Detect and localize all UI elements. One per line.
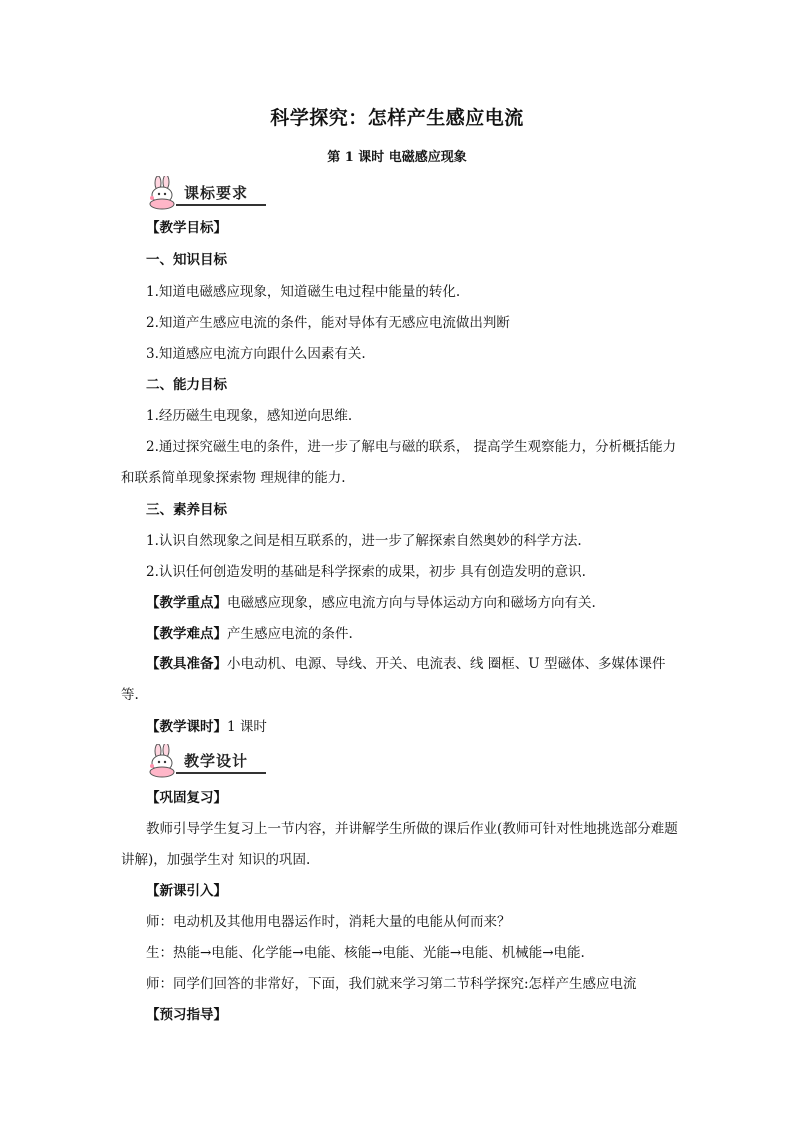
section-banner-label: 教学设计 [184, 752, 249, 770]
hours-text: 1 课时 [227, 719, 267, 735]
section-banner-design [146, 744, 268, 778]
intro-heading: 【新课引入】 [146, 883, 227, 899]
dialogue-line: 生：热能→电能、化学能→电能、核能→电能、光能→电能、机械能→电能. [146, 945, 585, 961]
literacy-item: 1.认识自然现象之间是相互联系的，进一步了解探索自然奥妙的科学方法. [146, 533, 582, 549]
teaching-goals-heading: 【教学目标】 [146, 220, 227, 236]
section-banner-label: 课标要求 [184, 184, 249, 202]
literacy-heading: 三、素养目标 [146, 502, 227, 518]
key-point-text: 电磁感应现象，感应电流方向与导体运动方向和磁场方向有关. [227, 595, 596, 611]
difficulty-label: 【教学难点】 [146, 626, 227, 642]
literacy-item: 2.认识任何创造发明的基础是科学探索的成果，初步 具有创造发明的意识. [146, 564, 586, 580]
hours-label: 【教学课时】 [146, 719, 227, 735]
difficulty-paragraph [146, 624, 686, 644]
ability-heading: 二、能力目标 [146, 377, 227, 393]
ability-item: 1.经历磁生电现象，感知逆向思维. [146, 408, 353, 424]
equipment-text: 小电动机、电源、导线、开关、电流表、线 圈框、U 型磁体、多媒体课件等. [121, 656, 666, 703]
knowledge-item: 3.知道感应电流方向跟什么因素有关. [146, 346, 366, 362]
review-text: 教师引导学生复习上一节内容，并讲解学生所做的课后作业(教师可针对性地挑选部分难题讲解)，加强学生对 知识的巩固. [121, 821, 678, 868]
knowledge-item: 2.知道产生感应电流的条件，能对导体有无感应电流做出判断 [146, 315, 510, 331]
dialogue-line: 师：电动机及其他用电器运作时，消耗大量的电能从何而来？ [146, 914, 511, 930]
section-banner-curriculum [146, 176, 268, 210]
banner-underline [176, 204, 266, 206]
difficulty-text: 产生感应电流的条件. [227, 626, 353, 642]
ability-item: 2.通过探究磁生电的条件，进一步了解电与磁的联系， 提高学生观察能力，分析概括能力和联系简单现象探索物 理规律的能力. [121, 439, 677, 486]
banner-underline [176, 772, 266, 774]
preview-heading: 【预习指导】 [146, 1007, 227, 1023]
page-title: 科学探究：怎样产生感应电流 [270, 107, 524, 129]
hours-paragraph [146, 717, 686, 737]
equipment-label: 【教具准备】 [146, 656, 227, 672]
knowledge-heading: 一、知识目标 [146, 252, 227, 268]
key-point-paragraph [146, 593, 686, 613]
lesson-subtitle: 第 1 课时 电磁感应现象 [327, 150, 467, 165]
equipment-paragraph [121, 649, 681, 711]
review-heading: 【巩固复习】 [146, 790, 227, 806]
knowledge-item: 1.知道电磁感应现象，知道磁生电过程中能量的转化. [146, 284, 461, 300]
dialogue-line: 师：同学们回答的非常好，下面，我们就来学习第二节科学探究:怎样产生感应电流 [146, 976, 637, 992]
key-point-label: 【教学重点】 [146, 595, 227, 611]
